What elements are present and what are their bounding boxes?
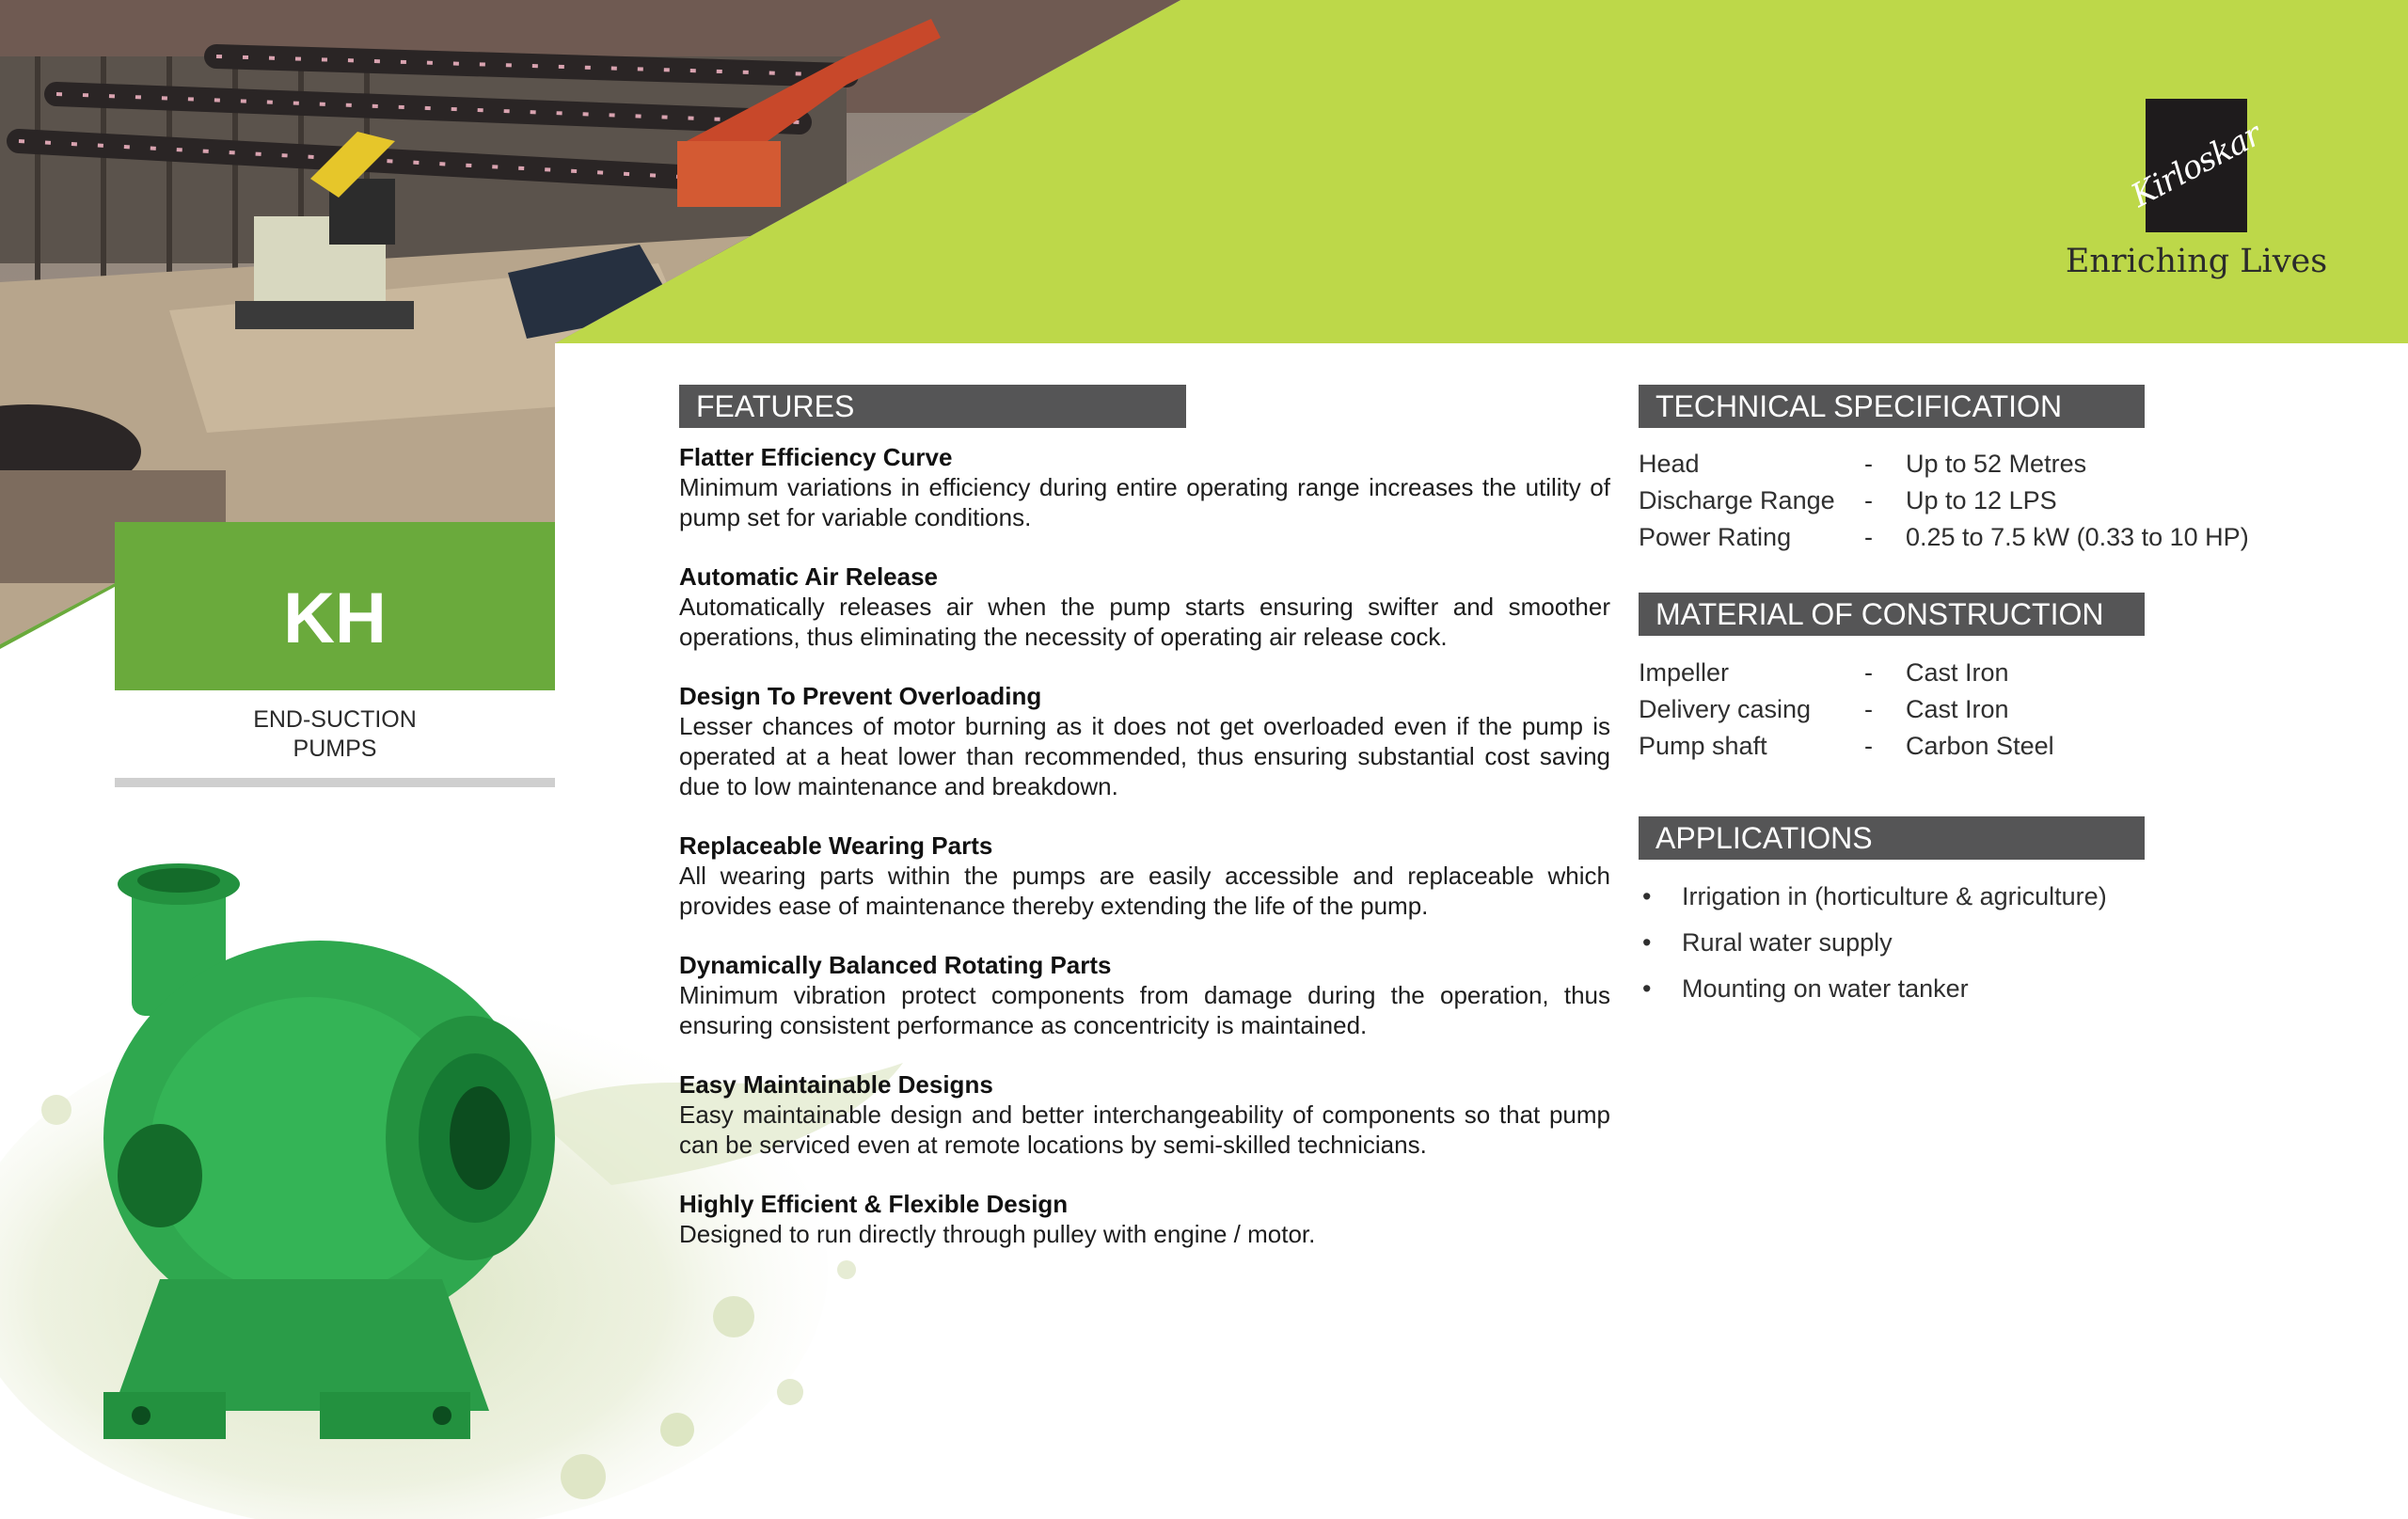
application-item	[1639, 966, 2353, 1012]
feature-description: Designed to run directly through pulley with engine / motor.	[679, 1220, 1316, 1248]
spec-row-discharge	[1639, 483, 2353, 519]
product-code: KH	[283, 578, 387, 658]
material-row-delivery-casing	[1639, 691, 2353, 728]
technical-specification-table	[1639, 446, 2353, 556]
bullet-icon: •	[1642, 928, 1652, 957]
feature-item	[679, 950, 1610, 1040]
spec-separator: -	[1864, 486, 1873, 514]
feature-title: Flatter Efficiency Curve	[679, 443, 953, 471]
feature-item	[679, 562, 1610, 652]
feature-description: All wearing parts within the pumps are easily accessible and replaceable which provides ease of maintenance thereby extending the life of the pump.	[679, 862, 1610, 920]
features-list	[679, 442, 1610, 1278]
product-type	[115, 705, 555, 764]
material-label: Impeller	[1639, 658, 1730, 687]
feature-item	[679, 442, 1610, 532]
spec-label: Head	[1639, 450, 1700, 478]
brand-logo	[2125, 99, 2268, 232]
product-type-line2: PUMPS	[293, 736, 377, 762]
spec-value: Up to 12 LPS	[1906, 486, 2057, 514]
feature-description: Minimum variations in efficiency during entire operating range increases the utility of pump set for variable conditions.	[679, 473, 1610, 531]
application-text: Rural water supply	[1682, 928, 1893, 957]
material-label: Delivery casing	[1639, 695, 1812, 723]
bullet-icon: •	[1642, 974, 1652, 1003]
logo-wordmark: Kirloskar	[2125, 116, 2268, 215]
material-label: Pump shaft	[1639, 732, 1767, 760]
material-value: Carbon Steel	[1906, 732, 2054, 760]
spec-value: Up to 52 Metres	[1906, 450, 2087, 478]
feature-item	[679, 1189, 1610, 1249]
spec-separator: -	[1864, 450, 1873, 478]
material-value: Cast Iron	[1906, 658, 2009, 687]
spec-row-power	[1639, 519, 2353, 556]
feature-description: Easy maintainable design and better interchangeability of components so that pump can be serviced even at remote locations by semi-skilled technicians.	[679, 1100, 1610, 1159]
spec-value: 0.25 to 7.5 kW (0.33 to 10 HP)	[1906, 523, 2249, 551]
features-heading: FEATURES	[679, 385, 1186, 428]
bullet-icon: •	[1642, 882, 1652, 910]
feature-title: Easy Maintainable Designs	[679, 1070, 993, 1099]
material-separator: -	[1864, 695, 1873, 723]
feature-item	[679, 681, 1610, 801]
feature-title: Automatic Air Release	[679, 562, 939, 591]
technical-specification-heading: TECHNICAL SPECIFICATION	[1639, 385, 2145, 428]
application-text: Mounting on water tanker	[1682, 974, 1969, 1003]
material-row-pump-shaft	[1639, 728, 2353, 765]
feature-description: Automatically releases air when the pump starts ensuring swifter and smoother operations, thus eliminating the necessity of operating air release cock.	[679, 593, 1610, 651]
product-type-line1: END-SUCTION	[253, 706, 417, 733]
feature-title: Replaceable Wearing Parts	[679, 831, 993, 860]
product-divider	[115, 778, 555, 787]
applications-list	[1639, 874, 2353, 1012]
feature-description: Minimum vibration protect components from damage during the operation, thus ensuring consistent performance as concentricity is maintained.	[679, 981, 1610, 1039]
material-value: Cast Iron	[1906, 695, 2009, 723]
feature-title: Dynamically Balanced Rotating Parts	[679, 951, 1112, 979]
application-item	[1639, 874, 2353, 920]
application-item	[1639, 920, 2353, 966]
spec-separator: -	[1864, 523, 1873, 551]
feature-item	[679, 831, 1610, 921]
applications-heading: APPLICATIONS	[1639, 816, 2145, 860]
material-separator: -	[1864, 732, 1873, 760]
feature-title: Highly Efficient & Flexible Design	[679, 1190, 1069, 1218]
feature-item	[679, 1069, 1610, 1160]
spec-row-head	[1639, 446, 2353, 483]
feature-description: Lesser chances of motor burning as it does not get overloaded even if the pump is operated at a heat lower than recommended, thus ensuring substantial cost saving due to low maintenance and breakdown.	[679, 712, 1610, 800]
spec-label: Discharge Range	[1639, 486, 1835, 514]
material-table	[1639, 655, 2353, 765]
feature-title: Design To Prevent Overloading	[679, 682, 1042, 710]
application-text: Irrigation in (horticulture & agriculture)	[1682, 882, 2107, 910]
brand-tagline: Enriching Lives	[2065, 243, 2328, 280]
material-of-construction-heading: MATERIAL OF CONSTRUCTION	[1639, 593, 2145, 636]
material-row-impeller	[1639, 655, 2353, 691]
spec-label: Power Rating	[1639, 523, 1792, 551]
material-separator: -	[1864, 658, 1873, 687]
